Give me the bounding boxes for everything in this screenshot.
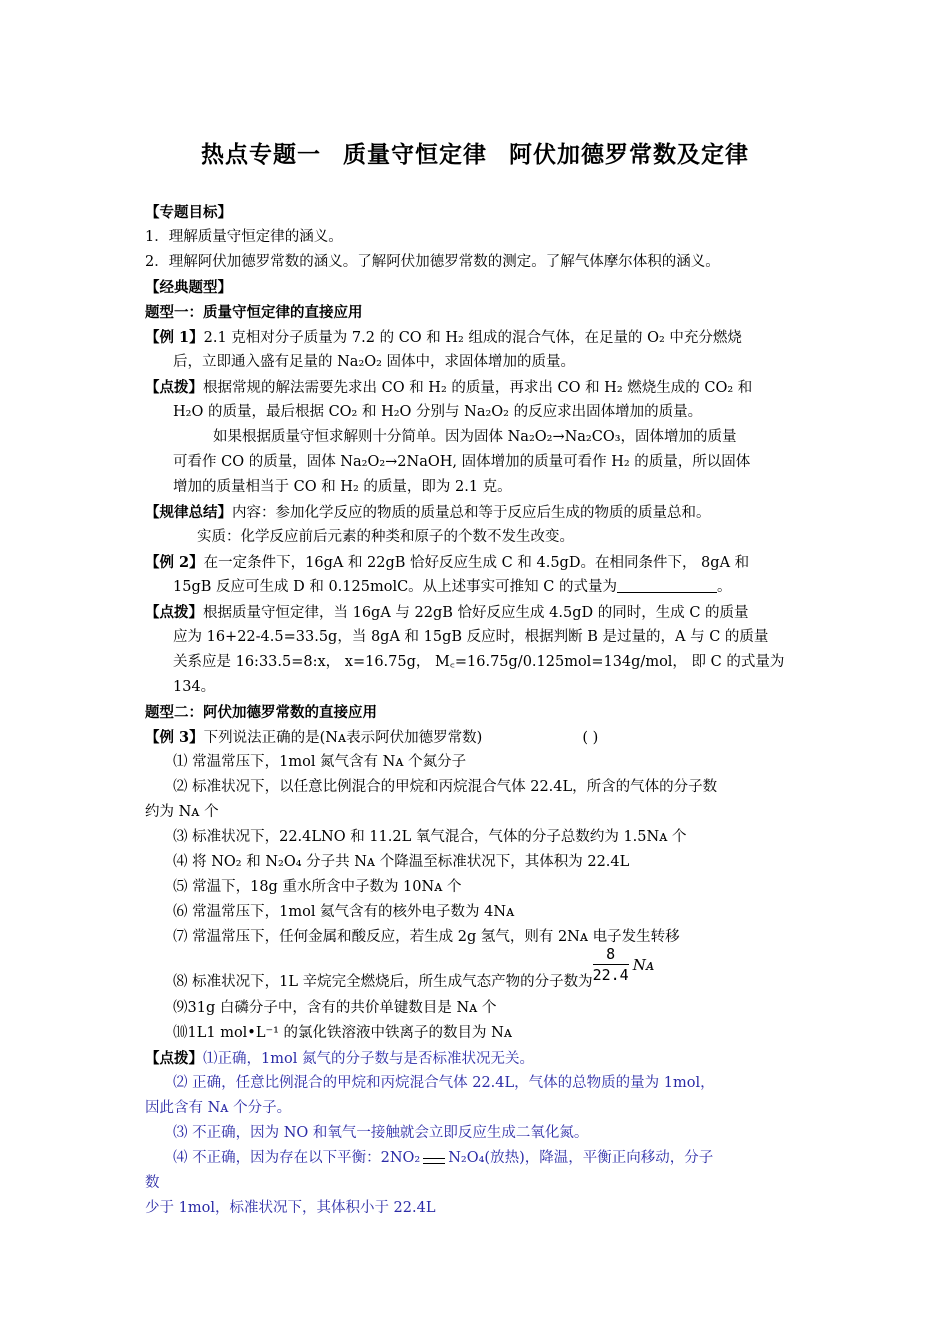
- option-6: ⑹ 常温常压下，1mol 氦气含有的核外电子数为 4Nᴀ: [173, 904, 515, 920]
- document-body: [145, 200, 810, 1221]
- option-10: ⑽1L1 mol•L⁻¹ 的氯化铁溶液中铁离子的数目为 Nᴀ: [173, 1025, 513, 1041]
- tip-1-line-1: 【点拨】根据常规的解法需要先求出 CO 和 H₂ 的质量，再求出 CO 和 H₂ 燃烧生成的 CO₂ 和: [145, 379, 753, 396]
- rule-label: 【规律总结】: [145, 504, 232, 521]
- goal-item-1: 1．理解质量守恒定律的涵义。: [145, 229, 343, 245]
- example-2-line-1: 【例 2】在一定条件下，16gA 和 22gB 恰好反应生成 C 和 4.5gD。在相同条件下， 8gA 和: [145, 554, 750, 571]
- option-2-line-2: 约为 Nᴀ 个: [145, 804, 219, 820]
- answer-blank[interactable]: [617, 578, 717, 593]
- example-2-line-2: 15gB 反应可生成 D 和 0.125molC。从上述事实可推知 C 的式量为 。: [173, 579, 732, 595]
- title-part-1: 热点专题一: [201, 142, 321, 168]
- option-8: ⑻ 标准状况下，1L 辛烷完全燃烧后，所生成气态产物的分子数为 $\frac{8}{22.4}$ Nᴀ: [173, 944, 655, 990]
- option-9: ⑼31g 白磷分子中，含有的共价单键数目是 Nᴀ 个: [173, 1000, 497, 1016]
- classic-heading: 【经典题型】: [145, 279, 232, 296]
- tip-2-label: 【点拨】: [145, 604, 203, 621]
- example-2-label: 【例 2】: [145, 554, 204, 571]
- option-7: ⑺ 常温常压下，任何金属和酸反应，若生成 2g 氢气，则有 2Nᴀ 电子发生转移: [173, 929, 680, 945]
- tip-3-answer-2-line-2: 因此含有 Nᴀ 个分子。: [145, 1100, 292, 1116]
- tip-3-answer-3: ⑶ 不正确，因为 NO 和氧气一接触就会立即反应生成二氧化氮。: [173, 1125, 589, 1141]
- tip-3-answer-2-line-1: ⑵ 正确，任意比例混合的甲烷和丙烷混合气体 22.4L，气体的总物质的量为 1mol，: [173, 1075, 715, 1091]
- tip-1-line-5: 增加的质量相当于 CO 和 H₂ 的质量，即为 2.1 克。: [173, 479, 512, 495]
- page-title: [0, 136, 950, 169]
- tip-1-line-2: H₂O 的质量，最后根据 CO₂ 和 H₂O 分别与 Na₂O₂ 的反应求出固体增加的质量。: [173, 404, 703, 420]
- example-1-line-1: 【例 1】2.1 克相对分子质量为 7.2 的 CO 和 H₂ 组成的混合气体，在足量的 O₂ 中充分燃烧: [145, 329, 742, 346]
- example-1-line-2: 后，立即通入盛有足量的 Na₂O₂ 固体中，求固体增加的质量。: [173, 354, 576, 370]
- example-3-question: 【例 3】下列说法正确的是(Nᴀ表示阿伏加德罗常数) ( ): [145, 725, 810, 750]
- tip-3-answer-4-line-2: 数: [145, 1175, 160, 1191]
- tip-2-line-1: 【点拨】根据质量守恒定律，当 16gA 与 22gB 恰好反应生成 4.5gD 的同时，生成 C 的质量: [145, 604, 749, 621]
- rule-line-1: 【规律总结】内容：参加化学反应的物质的质量总和等于反应后生成的物质的质量总和。: [145, 504, 711, 521]
- example-3-label: 【例 3】: [145, 729, 204, 746]
- tip-3-answer-4-line-1: ⑷ 不正确，因为存在以下平衡：2NO₂ N₂O₄(放热)，降温，平衡正向移动，分子: [173, 1150, 714, 1166]
- tip-1-label: 【点拨】: [145, 379, 203, 396]
- option-4: ⑷ 将 NO₂ 和 N₂O₄ 分子共 Nᴀ 个降温至标准状况下，其体积为 22.4L: [173, 854, 630, 870]
- tip-3-line-1: 【点拨】⑴正确，1mol 氮气的分子数与是否标准状况无关。: [145, 1050, 534, 1067]
- tip-3-label: 【点拨】: [145, 1050, 203, 1067]
- tip-2-line-2: 应为 16+22-4.5=33.5g，当 8gA 和 15gB 反应时，根据判断 B 是过量的，A 与 C 的质量: [173, 629, 769, 645]
- tip-2-line-3: 关系应是 16:33.5=8:x， x=16.75g， M꜀=16.75g/0.125mol=134g/mol， 即 C 的式量为: [173, 654, 785, 670]
- goal-heading: 【专题目标】: [145, 204, 232, 221]
- tip-1-line-3: 如果根据质量守恒求解则十分简单。因为固体 Na₂O₂→Na₂CO₃，固体增加的质量: [213, 429, 737, 445]
- avogadro-symbol: Nᴀ: [632, 956, 655, 974]
- rule-line-2: 实质：化学反应前后元素的种类和原子的个数不发生改变。: [197, 529, 574, 545]
- tip-2-line-4: 134。: [173, 679, 216, 695]
- example-1-label: 【例 1】: [145, 329, 204, 346]
- type1-heading: 题型一：质量守恒定律的直接应用: [145, 304, 363, 321]
- type2-heading: 题型二：阿伏加德罗常数的直接应用: [145, 704, 377, 721]
- option-1: ⑴ 常温常压下，1mol 氮气含有 Nᴀ 个氮分子: [173, 754, 467, 770]
- answer-parentheses: ( ): [582, 730, 599, 746]
- option-5: ⑸ 常温下，18g 重水所含中子数为 10Nᴀ 个: [173, 879, 462, 895]
- tip-3-answer-4-line-3: 少于 1mol，标准状况下，其体积小于 22.4L: [145, 1200, 436, 1216]
- title-part-2: 质量守恒定律: [343, 142, 487, 168]
- goal-item-2: 2．理解阿伏加德罗常数的涵义。了解阿伏加德罗常数的测定。了解气体摩尔体积的涵义。: [145, 254, 720, 270]
- option-3: ⑶ 标准状况下，22.4LNO 和 11.2L 氧气混合，气体的分子总数约为 1.5Nᴀ 个: [173, 829, 687, 845]
- tip-1-line-4: 可看作 CO 的质量，固体 Na₂O₂→2NaOH, 固体增加的质量可看作 H₂ 的质量，所以固体: [173, 454, 751, 470]
- option-2-line-1: ⑵ 标准状况下，以任意比例混合的甲烷和丙烷混合气体 22.4L，所含的气体的分子数: [173, 779, 718, 795]
- fraction-8-over-22-4: $\frac{8}{22.4}$: [592, 944, 629, 984]
- title-part-3: 阿伏加德罗常数及定律: [509, 142, 749, 168]
